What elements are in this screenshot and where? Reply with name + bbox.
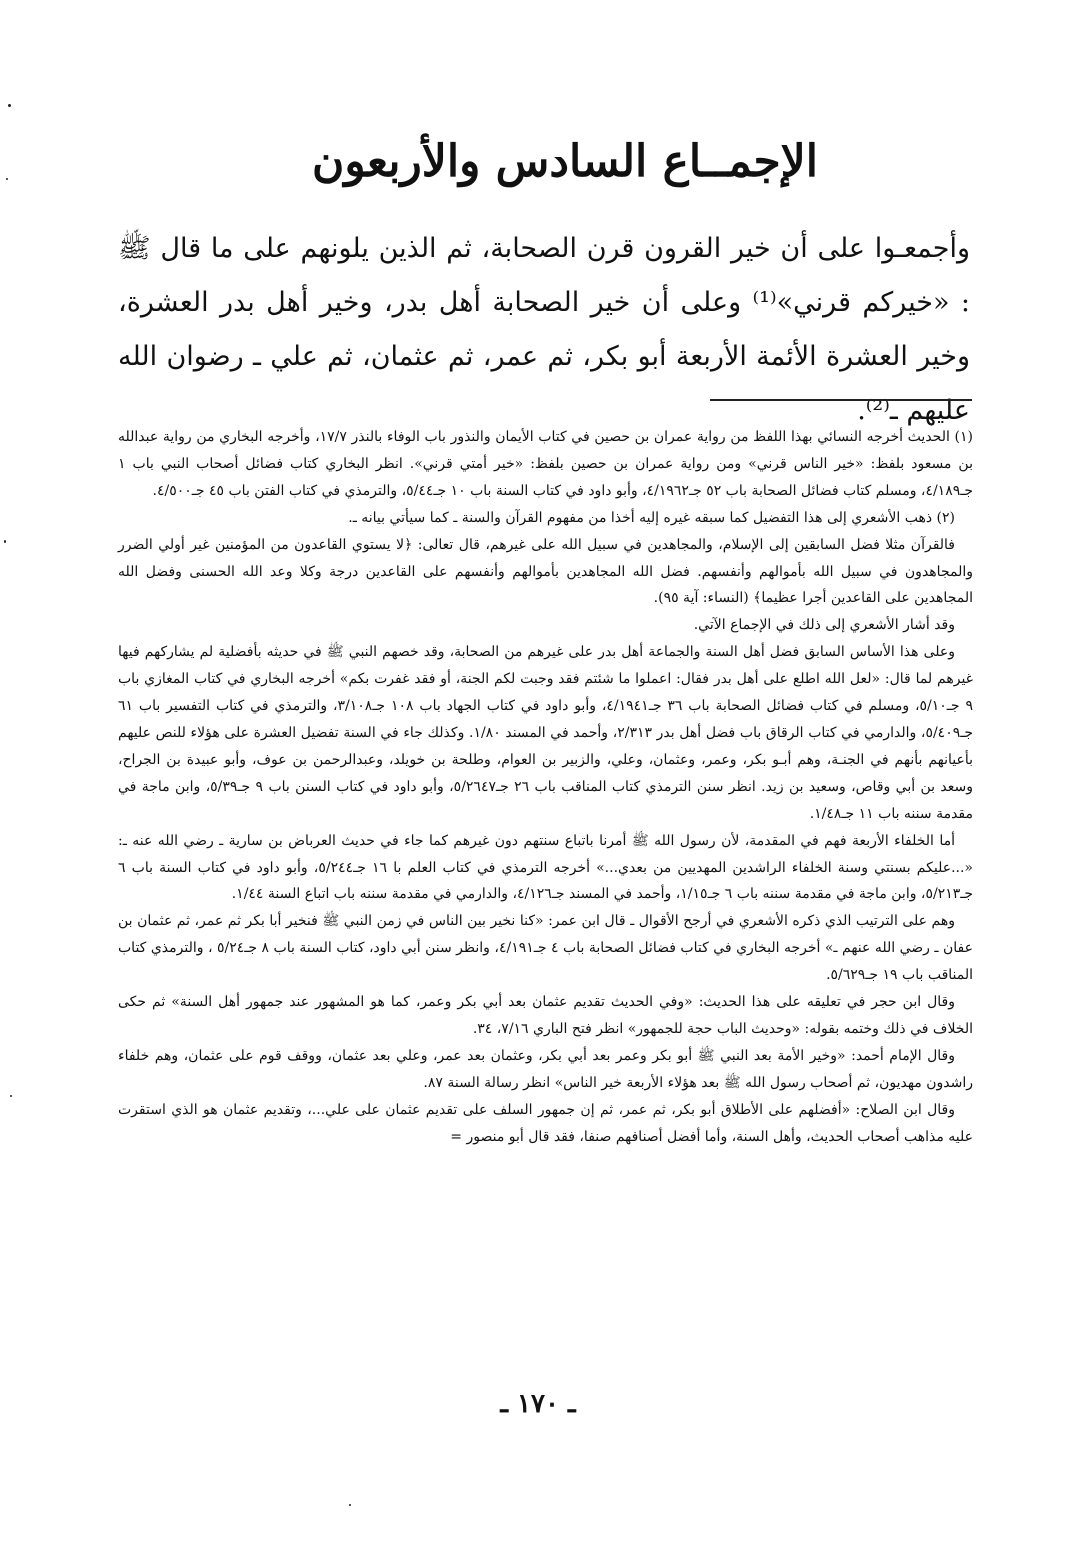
footnote-paragraph: وقد أشار الأشعري إلى ذلك في الإجماع الآتي.	[693, 617, 955, 634]
page-number: ـ ١٧٠ ـ	[500, 1389, 576, 1419]
scan-speck	[6, 178, 8, 180]
footnote-paragraph: وقال ابن حجر في تعليقه على هذا الحديث: «وفي الحديث تقديم عثمان بعد أبي بكر وعمر، كما هو المشهور عند جمهور أهل السنة» ثم حكى الخلاف في ذلك وختمه بقوله: «وحديث الباب حجة للجمهور» انظر فتح الباري ٧/١٦، ٣٤.	[118, 994, 973, 1037]
footnote-paragraph: وقال الإمام أحمد: «وخير الأمة بعد النبي ﷺ أبو بكر وعمر بعد أبي بكر، وعثمان بعد عمر، وعلي بعد عثمان، ووقف قوم على عثمان، وهم خلفاء راشدون مهديون، ثم أصحاب رسول الله ﷺ بعد هؤلاء الأربعة خير الناس» انظر رسالة السنة ٨٧.	[118, 1047, 973, 1091]
scan-speck	[10, 1095, 12, 1097]
main-paragraph: وأجمعـوا على أن خير القرون قرن الصحابة، ثم الذين يلونهم على ما قال ﷺ : «خيركم قرني»⁽¹⁾ وعلى أن خير الصحابة أهل بدر، وخير أهل بدر العشرة، وخير العشرة الأئمة الأربعة أبو بكر، ثم عمر، ثم عثمان، ثم علي ـ رضوان الله عليهم ـ⁽²⁾.	[118, 233, 970, 426]
scan-speck	[8, 104, 11, 107]
footnote-paragraph: فالقرآن مثلا فضل السابقين إلى الإسلام، والمجاهدين في سبيل الله على غيرهم، قال تعالى: ﴿لا يستوي القاعدون من المؤمنين غير أولي الضرر والمجاهدون في سبيل الله بأموالهم وأنفسهم. فضل الله المجاهدين بأموالهم وأنفسهم على القاعدين درجة وكلا وعد الله الحسنى وفضل الله المجاهدين على القاعدين أجرا عظيما﴾ (النساء: آية ٩٥).	[118, 536, 973, 607]
footnote-paragraph: أما الخلفاء الأربعة فهم في المقدمة، لأن رسول الله ﷺ أمرنا باتباع سنتهم دون غيرهم كما جاء في حديث العرباض بن سارية ـ رضي الله عنه ـ: «...عليكم بسنتي وسنة الخلفاء الراشدين المهديين من بعدي...» أخرجه الترمذي في كتاب العلم با ١٦ جـ٥/٢٤٤، وأبو داود في كتاب السنة باب ٦ جـ٥/٢١٣، وابن ماجة في مقدمة سننه باب ٦ جـ١/١٥، وأحمد في المسند جـ٤/١٢٦، والدارمي في مقدمة سننه باب اتباع السنة ١/٤٤.	[118, 832, 973, 903]
footnote-divider	[710, 399, 972, 401]
footnote-paragraph: وعلى هذا الأساس السابق فضل أهل السنة والجماعة أهل بدر على غيرهم من الصحابة، وقد خصهم النبي ﷺ في حديثه بأفضلية لم يشاركهم فيها غيرهم لما قال: «لعل الله اطلع على أهل بدر فقال: اعملوا ما شئتم فقد وجبت لكم الجنة، أو فقد غفرت بكم» أخرجه البخاري في كتاب المغازي باب ٩ جـ٥/١٠، ومسلم في كتاب فضائل الصحابة باب ٣٦ جـ٤/١٩٤١، وأبو داود في كتاب الجهاد باب ١٠٨ جـ٣/١٠٨، والترمذي في كتاب التفسير باب ٦١ جـ٥/٤٠٩، والدارمي في كتاب الرقاق باب فضل أهل بدر ٢/٣١٣، وأحمد في المسند ١/٨٠. وكذلك جاء في السنة تفضيل العشرة على هؤلاء للنص عليهم بأعيانهم بأنهم في الجنـة، وهم أبـو بكر، وعمر، وعثمان، وعلي، والزبير بن العوام، وطلحة بن خويلد، وعبدالرحمن بن عوف، وأبو عبيدة بن الجراح، وسعد بن أبي وقاص، وسعيد بن زيد. انظر سنن الترمذي كتاب المناقب باب ٢٦ جـ٥/٢٦٤٧، وأبو داود في كتاب السنن باب ٩ جـ٥/٣٩، وابن ماجة في مقدمة سننه باب ١١ جـ١/٤٨.	[118, 644, 973, 822]
scan-speck	[349, 1504, 351, 1506]
footnote-paragraph: وهم على الترتيب الذي ذكره الأشعري في أرجح الأقوال ـ قال ابن عمر: «كنا نخير بين الناس في زمن النبي ﷺ فنخير أبا بكر ثم عمر، ثم عثمان بن عفان ـ رضي الله عنهم ـ» أخرجه البخاري في كتاب فضائل الصحابة باب ٤ جـ٤/١٩١، وانظر سنن أبي داود، كتاب السنة باب ٨ جـ٥/٢٤ ، والترمذي كتاب المناقب باب ١٩ جـ٥/٦٢٩.	[118, 913, 973, 984]
page-title: الإجمــاع السادس والأربعون	[312, 136, 818, 187]
footnotes	[118, 424, 973, 1150]
footnote-1: (١) الحديث أخرجه النسائي بهذا اللفظ من رواية عمران بن حصين في كتاب الأيمان والنذور باب الوفاء بالنذر ١٧/٧، وأخرجه البخاري من رواية عبدالله بن مسعود بلفظ: «خير الناس قرني» ومن رواية عمران بن حصين بلفظ: «خير أمتي قرني». انظر البخاري كتاب فضائل أصحاب النبي باب ١ جـ٤/١٨٩، ومسلم كتاب فضائل الصحابة باب ٥٢ جـ٤/١٩٦٢، وأبو داود في كتاب السنة باب ١٠ جـ٥/٤٤، والترمذي في كتاب الفتن باب ٤٥ جـ٤/٥٠٠.	[118, 429, 973, 499]
footnote-paragraph: وقال ابن الصلاح: «أفضلهم على الأطلاق أبو بكر، ثم عمر، ثم إن جمهور السلف على تقديم عثمان على علي...، وتقديم عثمان هو الذي استقرت عليه مذاهب أصحاب الحديث، وأهل السنة، وأما أفضل أصنافهم صنفا، فقد قال أبو منصور =	[118, 1101, 973, 1145]
footnote-2: (٢) ذهب الأشعري إلى هذا التفضيل كما سبقه غيره إليه أخذا من مفهوم القرآن والسنة ـ كما سيأتي بيانه ـ.	[348, 509, 955, 526]
scan-speck	[4, 540, 6, 543]
